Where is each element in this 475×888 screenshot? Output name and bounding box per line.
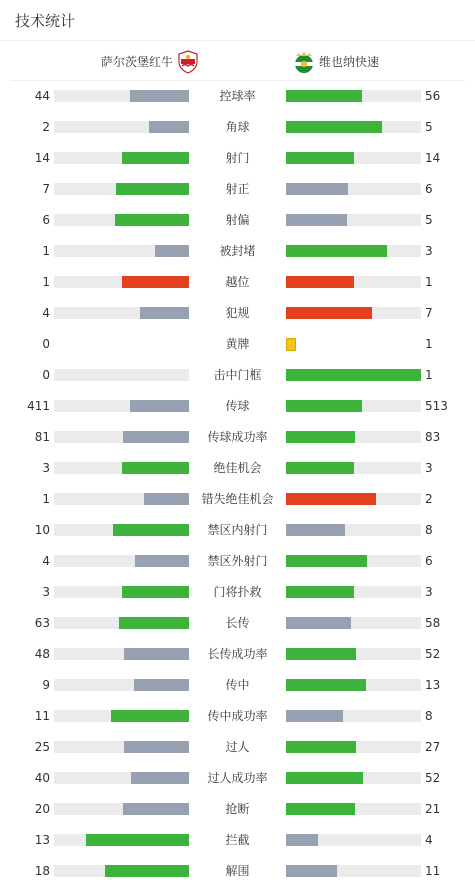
home-stat-value: 4 (42, 306, 50, 320)
away-stat-bar (286, 617, 421, 629)
home-stat-bar-fill (130, 400, 189, 412)
stat-label: 越位 (225, 275, 250, 289)
stat-row (0, 763, 475, 794)
away-stat-value: 5 (425, 213, 433, 227)
away-stat-bar-fill (286, 245, 387, 257)
stat-row (0, 732, 475, 763)
away-stat-bar (286, 214, 421, 226)
home-stat-value: 63 (34, 616, 50, 630)
stat-label: 被封堵 (219, 244, 256, 258)
away-stat-value: 3 (425, 585, 433, 599)
home-stat-value: 3 (42, 585, 50, 599)
away-stat-bar-fill (286, 555, 367, 567)
stat-label: 门将扑救 (213, 585, 262, 599)
away-stat-bar-fill (286, 183, 348, 195)
away-stat-value: 27 (425, 740, 441, 754)
stat-row (0, 143, 475, 174)
stat-row (0, 174, 475, 205)
stat-label: 射正 (225, 182, 250, 196)
page-title: 技术统计 (15, 11, 76, 30)
stat-label: 射偏 (225, 213, 250, 227)
away-stat-value: 11 (425, 864, 441, 878)
away-stat-bar-fill (286, 679, 366, 691)
away-stat-bar-fill (286, 865, 337, 877)
rapid-wien-crest-icon (293, 50, 315, 72)
stat-row (0, 267, 475, 298)
home-stat-bar-fill (131, 772, 189, 784)
away-team-name: 维也纳快速 (319, 54, 380, 69)
away-stat-bar (286, 834, 421, 846)
home-stat-value: 6 (42, 213, 50, 227)
away-stat-value: 5 (425, 120, 433, 134)
home-stat-bar (54, 741, 189, 753)
away-stat-bar (286, 276, 421, 288)
away-stat-bar (286, 90, 421, 102)
away-stat-value: 3 (425, 461, 433, 475)
away-stat-bar (286, 741, 421, 753)
home-stat-value: 20 (34, 802, 50, 816)
away-stat-bar (286, 152, 421, 164)
home-stat-bar (54, 152, 189, 164)
away-stat-value: 58 (425, 616, 441, 630)
stat-label: 长传 (225, 616, 250, 630)
home-stat-bar (54, 369, 189, 381)
home-stat-bar-fill (144, 493, 189, 505)
home-stat-bar-fill (119, 617, 189, 629)
stat-row (0, 546, 475, 577)
away-stat-bar-fill (286, 648, 356, 660)
away-stat-bar-fill (286, 803, 355, 815)
away-stat-bar (286, 772, 421, 784)
stat-label: 长传成功率 (207, 647, 268, 661)
stat-label: 传中 (225, 678, 250, 692)
home-stat-value: 44 (34, 89, 50, 103)
away-stat-value: 1 (425, 337, 433, 351)
home-stat-bar-fill (86, 834, 189, 846)
stat-row (0, 856, 475, 887)
home-stat-value: 13 (34, 833, 50, 847)
away-stat-value: 8 (425, 709, 433, 723)
home-stat-bar-fill (124, 741, 189, 753)
home-stat-bar-fill (123, 803, 189, 815)
stat-row (0, 794, 475, 825)
away-stat-bar-fill (286, 586, 354, 598)
away-stat-value: 513 (425, 399, 448, 413)
stat-label: 绝佳机会 (213, 461, 262, 475)
away-stat-value: 21 (425, 802, 441, 816)
stats-list (0, 81, 475, 887)
home-stat-bar-fill (123, 431, 189, 443)
away-stat-bar (286, 307, 421, 319)
stat-label: 解围 (225, 864, 250, 878)
stat-label: 黄牌 (225, 337, 250, 351)
stat-label: 击中门框 (213, 368, 262, 382)
yellow-card-icon (286, 338, 296, 351)
home-stat-bar (54, 493, 189, 505)
away-team[interactable] (293, 41, 379, 81)
away-stat-bar-fill (286, 276, 354, 288)
home-stat-bar-fill (155, 245, 189, 257)
home-stat-bar (54, 462, 189, 474)
stat-row (0, 577, 475, 608)
away-stat-bar (286, 679, 421, 691)
home-stat-value: 3 (42, 461, 50, 475)
home-stat-bar (54, 679, 189, 691)
stat-row (0, 639, 475, 670)
home-stat-value: 18 (34, 864, 50, 878)
home-stat-value: 0 (42, 368, 50, 382)
home-stat-value: 7 (42, 182, 50, 196)
home-stat-bar-fill (135, 555, 189, 567)
home-stat-bar (54, 555, 189, 567)
away-stat-value: 3 (425, 244, 433, 258)
home-stat-bar-fill (130, 90, 189, 102)
away-stat-bar (286, 803, 421, 815)
away-stat-bar (286, 710, 421, 722)
stat-row (0, 515, 475, 546)
away-stat-bar (286, 431, 421, 443)
stat-label: 射门 (225, 151, 250, 165)
home-stat-bar (54, 617, 189, 629)
stat-label: 禁区内射门 (207, 523, 268, 537)
away-stat-bar (286, 493, 421, 505)
stat-row (0, 670, 475, 701)
home-stat-bar (54, 121, 189, 133)
home-stat-bar (54, 834, 189, 846)
away-stat-bar-fill (286, 152, 354, 164)
home-stat-value: 1 (42, 275, 50, 289)
away-stat-bar-fill (286, 710, 343, 722)
stat-label: 抢断 (225, 802, 250, 816)
away-stat-bar-fill (286, 462, 354, 474)
home-stat-bar-fill (149, 121, 190, 133)
home-team[interactable] (101, 41, 199, 81)
away-stat-value: 7 (425, 306, 433, 320)
stat-row (0, 608, 475, 639)
away-stat-value: 2 (425, 492, 433, 506)
red-bull-salzburg-crest-icon (177, 50, 199, 72)
stat-label: 禁区外射门 (207, 554, 268, 568)
home-stat-bar-fill (122, 276, 190, 288)
stat-label: 角球 (225, 120, 250, 134)
away-stat-bar (286, 524, 421, 536)
away-stat-value: 1 (425, 368, 433, 382)
stat-row (0, 81, 475, 112)
away-stat-bar (286, 462, 421, 474)
home-stat-bar-fill (122, 462, 190, 474)
home-stat-value: 81 (34, 430, 50, 444)
stat-row (0, 453, 475, 484)
stat-label: 传球 (225, 399, 250, 413)
away-stat-value: 6 (425, 182, 433, 196)
away-stat-bar (286, 555, 421, 567)
away-stat-bar-fill (286, 524, 345, 536)
away-stat-bar-fill (286, 772, 363, 784)
away-stat-bar-fill (286, 617, 351, 629)
stat-row (0, 360, 475, 391)
away-stat-bar-fill (286, 400, 362, 412)
stat-label: 犯规 (225, 306, 250, 320)
home-stat-value: 11 (34, 709, 50, 723)
home-stat-bar (54, 245, 189, 257)
away-stat-value: 8 (425, 523, 433, 537)
away-stat-bar-fill (286, 741, 356, 753)
away-stat-value: 14 (425, 151, 441, 165)
away-stat-bar (286, 648, 421, 660)
stat-row (0, 484, 475, 515)
away-stat-value: 56 (425, 89, 441, 103)
home-stat-bar (54, 586, 189, 598)
home-stat-bar (54, 183, 189, 195)
home-stat-value: 9 (42, 678, 50, 692)
away-stat-bar (286, 121, 421, 133)
home-stat-bar (54, 307, 189, 319)
teams-row (10, 41, 465, 81)
away-stat-bar (286, 865, 421, 877)
stat-row (0, 391, 475, 422)
home-stat-bar (54, 524, 189, 536)
stat-row (0, 112, 475, 143)
home-stat-bar-fill (122, 586, 190, 598)
home-stat-bar (54, 400, 189, 412)
away-stat-value: 13 (425, 678, 441, 692)
home-stat-bar-fill (111, 710, 189, 722)
stat-label: 拦截 (225, 833, 250, 847)
away-stat-value: 1 (425, 275, 433, 289)
stat-row (0, 825, 475, 856)
stat-row (0, 298, 475, 329)
stat-label: 错失绝佳机会 (201, 492, 274, 506)
home-stat-value: 4 (42, 554, 50, 568)
away-stat-bar (286, 369, 421, 381)
home-stat-value: 14 (34, 151, 50, 165)
home-stat-bar-fill (134, 679, 189, 691)
home-stat-bar-fill (113, 524, 189, 536)
home-stat-bar-fill (124, 648, 189, 660)
home-stat-value: 40 (34, 771, 50, 785)
home-stat-bar-fill (140, 307, 189, 319)
home-stat-bar (54, 276, 189, 288)
stat-label: 过人 (225, 740, 250, 754)
away-stat-bar (286, 400, 421, 412)
away-stat-bar (286, 245, 421, 257)
stat-row (0, 236, 475, 267)
away-stat-value: 52 (425, 647, 441, 661)
home-stat-bar-fill (122, 152, 190, 164)
stat-row (0, 205, 475, 236)
away-stat-bar (286, 586, 421, 598)
home-stat-value: 0 (42, 337, 50, 351)
stat-row (0, 701, 475, 732)
away-stat-bar-fill (286, 493, 376, 505)
stat-label: 过人成功率 (207, 771, 268, 785)
home-stat-value: 2 (42, 120, 50, 134)
away-stat-value: 83 (425, 430, 441, 444)
home-stat-bar-fill (115, 214, 189, 226)
away-stat-bar-fill (286, 307, 372, 319)
home-stat-bar (54, 710, 189, 722)
away-stat-bar (286, 183, 421, 195)
stats-header (0, 0, 475, 41)
home-stat-bar (54, 431, 189, 443)
home-stat-bar (54, 214, 189, 226)
home-team-name: 萨尔茨堡红牛 (100, 54, 173, 69)
home-stat-value: 1 (42, 244, 50, 258)
home-stat-bar (54, 803, 189, 815)
home-stat-value: 25 (34, 740, 50, 754)
away-stat-value: 6 (425, 554, 433, 568)
away-stat-bar-fill (286, 834, 318, 846)
away-stat-bar-fill (286, 431, 355, 443)
stat-row (0, 422, 475, 453)
away-stat-value: 4 (425, 833, 433, 847)
stat-row (0, 329, 475, 360)
home-stat-value: 411 (27, 399, 50, 413)
away-stat-bar-fill (286, 90, 362, 102)
away-stat-value: 52 (425, 771, 441, 785)
home-stat-value: 10 (34, 523, 50, 537)
home-stat-bar (54, 865, 189, 877)
home-stat-bar (54, 648, 189, 660)
home-stat-bar (54, 772, 189, 784)
away-stat-bar-fill (286, 214, 347, 226)
home-stat-bar (54, 90, 189, 102)
home-stat-bar-fill (105, 865, 189, 877)
away-stat-bar-fill (286, 369, 421, 381)
stat-label: 传中成功率 (207, 709, 268, 723)
stat-label: 传球成功率 (207, 430, 268, 444)
home-stat-bar-fill (116, 183, 189, 195)
away-stat-bar-fill (286, 121, 382, 133)
home-stat-value: 48 (34, 647, 50, 661)
home-stat-value: 1 (42, 492, 50, 506)
stat-label: 控球率 (219, 89, 256, 103)
